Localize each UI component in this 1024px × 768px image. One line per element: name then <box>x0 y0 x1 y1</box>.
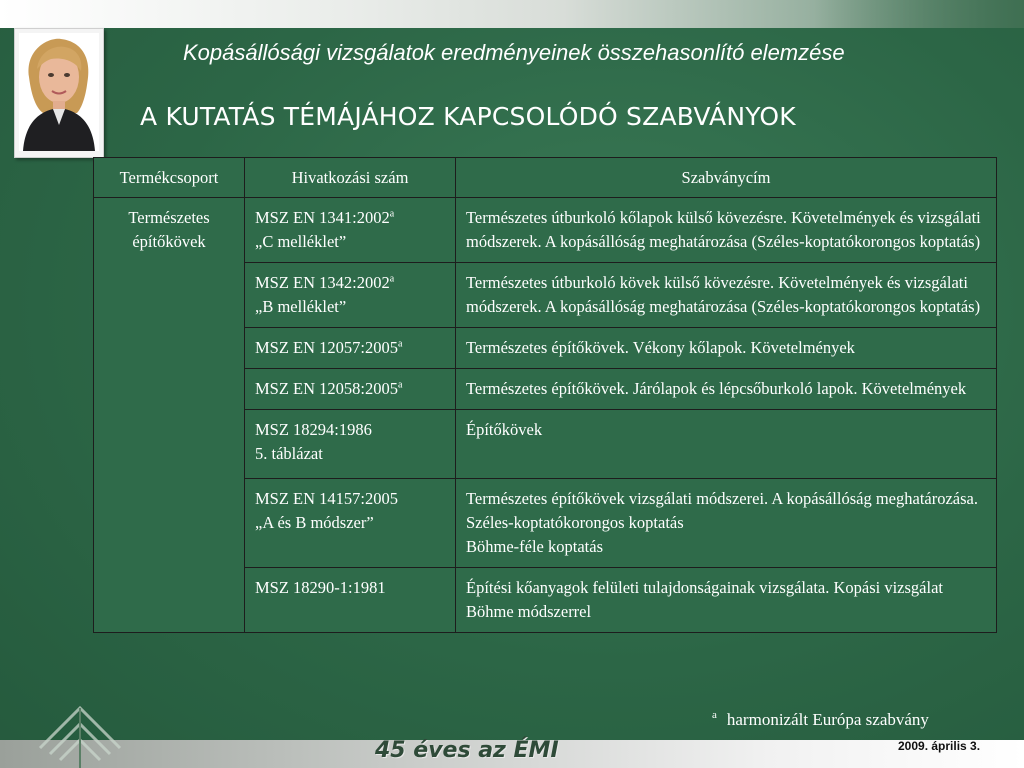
table-row <box>94 198 997 263</box>
reference-cell: MSZ EN 1342:2002$^a$ „B melléklet” <box>245 263 456 328</box>
reference-cell: MSZ EN 14157:2005 „A és B módszer” <box>245 479 456 568</box>
column-header: Hivatkozási szám <box>245 158 456 198</box>
standard-title-cell: Természetes építőkövek vizsgálati módszerei. A kopásállóság meghatározása. Széles-koptatókorongos koptatás Böhme-féle koptatás <box>456 479 997 568</box>
presentation-subtitle: Kopásállósági vizsgálatok eredményeinek összehasonlító elemzése <box>183 40 845 65</box>
footnote-marker: a <box>712 709 717 722</box>
reference-cell: MSZ EN 1341:2002$^a$ „C melléklet” <box>245 198 456 263</box>
standard-title-cell: Természetes építőkövek. Járólapok és lépcsőburkoló lapok. Követelmények <box>456 369 997 410</box>
footnote-text: harmonizált Európa szabvány <box>726 710 929 729</box>
column-header: Szabványcím <box>456 158 997 198</box>
standards-table <box>93 157 997 633</box>
product-group-label: Természetes építőkövek <box>128 208 210 251</box>
anniversary-label: 45 éves az ÉMI <box>375 738 559 763</box>
reference-cell: MSZ EN 12057:2005$^a$ <box>245 328 456 369</box>
standard-title-cell: Természetes építőkövek. Vékony kőlapok. Követelmények <box>456 328 997 369</box>
standard-title-cell: Természetes útburkoló kövek külső kövezésre. Követelmények és vizsgálati módszerek. A kopásállóság meghatározása (Széles-koptatókorongos koptatás) <box>456 263 997 328</box>
presenter-photo <box>14 28 104 158</box>
reference-cell: MSZ 18294:1986 5. táblázat <box>245 410 456 479</box>
column-header: Termékcsoport <box>94 158 245 198</box>
product-group-cell <box>94 198 245 633</box>
standard-title-cell: Építőkövek <box>456 410 997 479</box>
standard-title-cell: Természetes útburkoló kőlapok külső kövezésre. Követelmények és vizsgálati módszerek. A kopásállóság meghatározása (Széles-koptatókorongos koptatás) <box>456 198 997 263</box>
table-header-row <box>94 158 997 198</box>
reference-cell: MSZ EN 12058:2005$^a$ <box>245 369 456 410</box>
slide-title: A KUTATÁS TÉMÁJÁHOZ KAPCSOLÓDÓ SZABVÁNYOK <box>140 102 796 131</box>
footnote <box>712 710 988 736</box>
presentation-date: 2009. április 3. <box>898 739 981 753</box>
header-bar-shade <box>814 0 1024 28</box>
emi-logo-icon <box>30 688 130 768</box>
reference-cell: MSZ 18290-1:1981 <box>245 568 456 633</box>
presenter-portrait-image <box>15 29 103 157</box>
standard-title-cell: Építési kőanyagok felületi tulajdonságainak vizsgálata. Kopási vizsgálat Böhme módszerrel <box>456 568 997 633</box>
